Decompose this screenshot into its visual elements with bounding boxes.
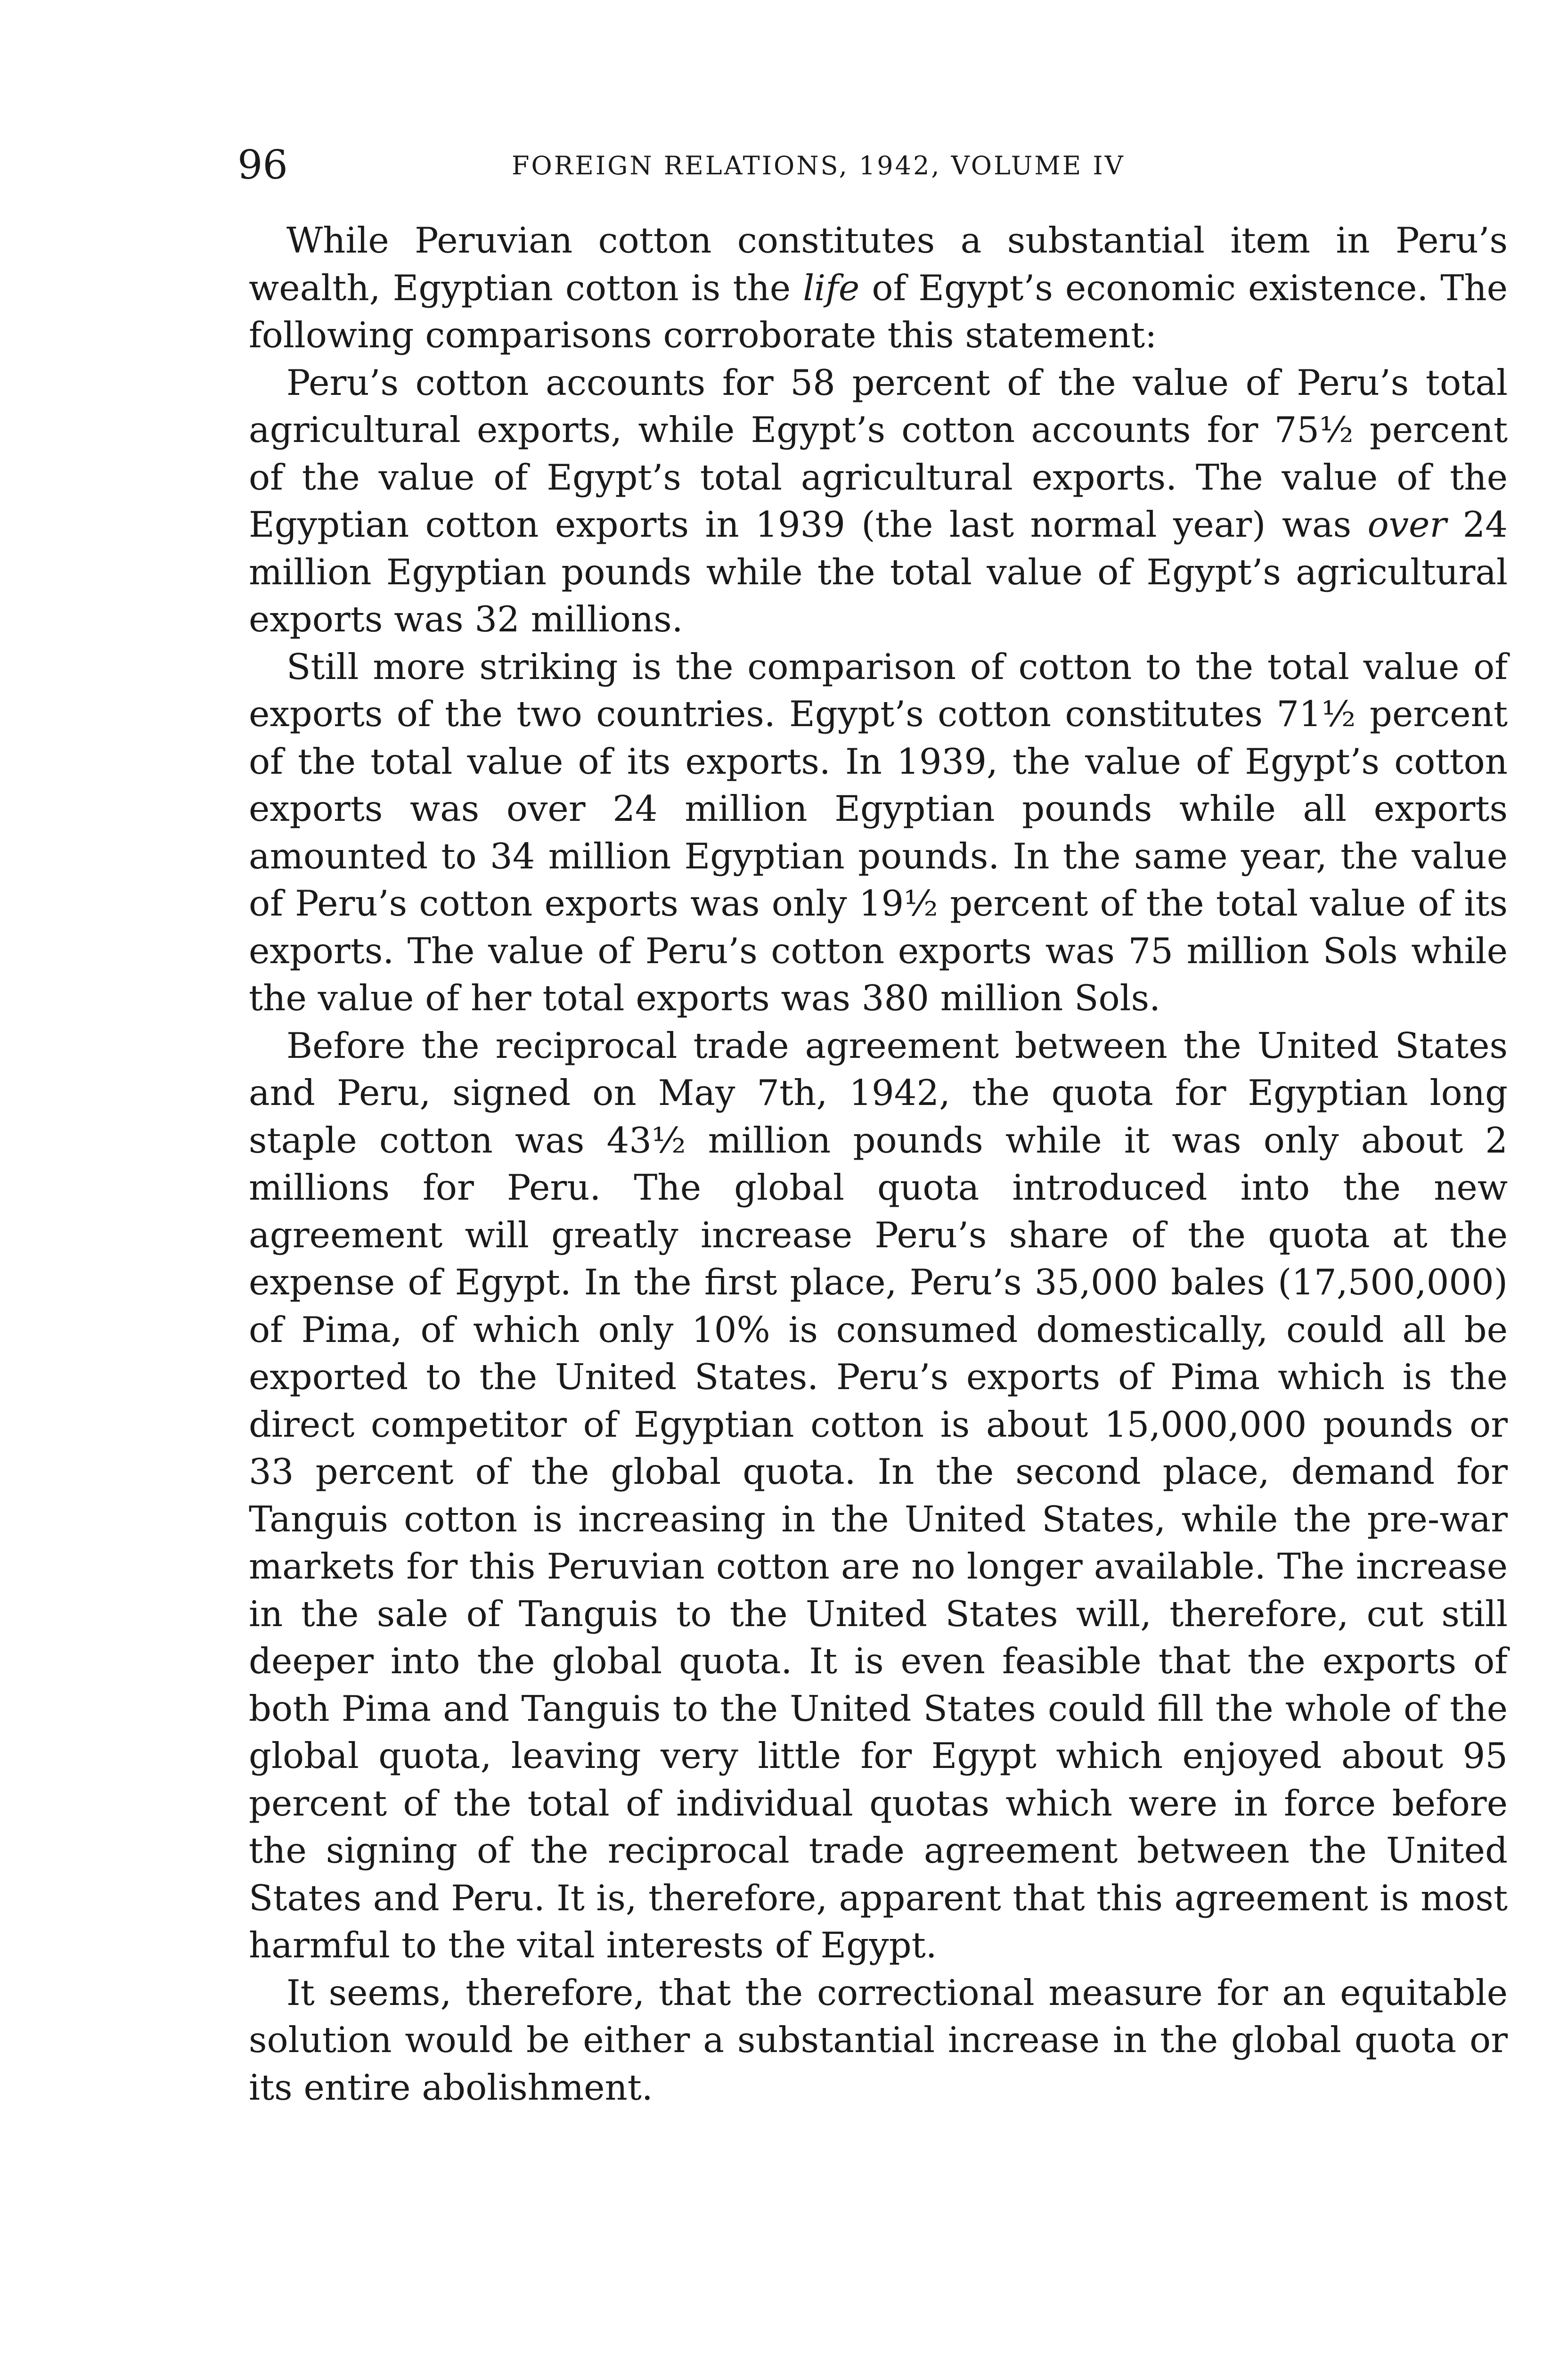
text-segment: of Egypt’s economic existence. The following comparisons corroborate this statement: xyxy=(249,267,1508,356)
paragraph xyxy=(249,217,1508,359)
text-segment: Peru’s cotton accounts for 58 percent of the value of Peru’s total agricultural exports, while Egypt’s cotton accounts for 75½ percent of the value of Egypt’s total agricultural exports. The value of the Egyptian cotton exports in 1939 (the last normal year) was xyxy=(249,361,1508,545)
running-title: FOREIGN RELATIONS, 1942, VOLUME IV xyxy=(512,151,1125,180)
page-number: 96 xyxy=(237,142,288,188)
paragraph xyxy=(249,1969,1508,2111)
body-text xyxy=(249,217,1508,2111)
italic-text: over xyxy=(1367,504,1447,545)
italic-text: life xyxy=(803,267,860,309)
running-header xyxy=(237,141,1508,203)
text-segment: Before the reciprocal trade agreement between the United States and Peru, signed on May 7th, 1942, the quota for Egyptian long staple cotton was 43½ million pounds while it was only about 2 millions for Peru. The global quota introduced into the new agreement will greatly increase Peru’s share of the quota at the expense of Egypt. In the first place, Peru’s 35,000 bales (17,500,000) of Pima, of which only 10% is consumed domestically, could all be exported to the United States. Peru’s exports of Pima which is the direct competitor of Egyptian cotton is about 15,000,000 pounds or 33 percent of the global quota. In the second place, demand for Tanguis cotton is increasing in the United States, while the pre-war markets for this Peruvian cotton are no longer available. The increase in the sale of Tanguis to the United States will, therefore, cut still deeper into the global quota. It is even feasible that the exports of both Pima and Tanguis to the United States could fill the whole of the global quota, leaving very little for Egypt which enjoyed about 95 percent of the total of individual quotas which were in force before the signing of the reciprocal trade agreement between the United States and Peru. It is, therefore, apparent that this agreement is most harmful to the vital interests of Egypt. xyxy=(249,1024,1508,1966)
paragraph xyxy=(249,359,1508,643)
text-segment: 24 million Egyptian pounds while the total value of Egypt’s agricultural exports was 32 millions. xyxy=(249,504,1508,640)
text-segment: It seems, therefore, that the correctional measure for an equitable solution would be either a substantial increase in the global quota or its entire abolishment. xyxy=(249,1972,1508,2108)
text-segment: Still more striking is the comparison of cotton to the total value of exports of the two countries. Egypt’s cotton constitutes 71½ percent of the total value of its exports. In 1939, the value of Egypt’s cotton exports was over 24 million Egyptian pounds while all exports amounted to 34 million Egyptian pounds. In the same year, the value of Peru’s cotton exports was only 19½ percent of the total value of its exports. The value of Peru’s cotton exports was 75 million Sols while the value of her total exports was 380 million Sols. xyxy=(249,646,1508,1019)
text-segment: While Peruvian cotton constitutes a substantial item in Peru’s wealth, Egyptian cotton is the xyxy=(249,220,1508,309)
paragraph xyxy=(249,643,1508,1022)
document-page xyxy=(237,141,1508,2111)
paragraph xyxy=(249,1022,1508,1969)
